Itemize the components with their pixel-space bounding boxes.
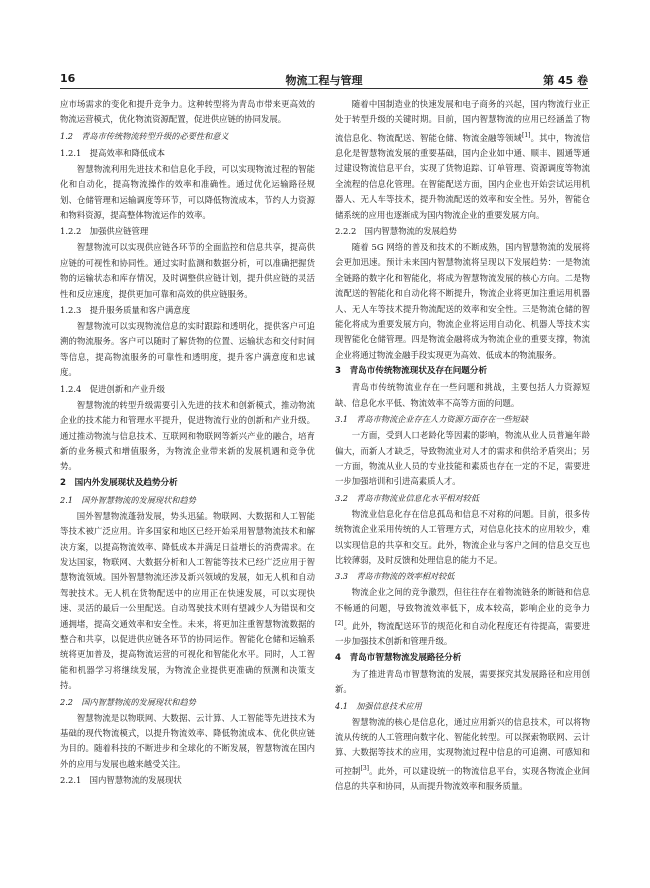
section-heading-3: 3 青岛市传统物流现状及存在问题分析 bbox=[335, 366, 488, 377]
paragraph-2-2-1-text-b: 。其中，物流信息化是智慧物流发展的重要基础，国内企业如中通、顺丰、圆通等通过建设物流信息平台，实现了货物追踪、订单管理、资源调度等物流全流程的信息化管理。在智能配送方面，国内企业也开始尝试运用机器人、无人车等技术，提升物流配送的效率和安全性。另外，智能仓储系统的应用也逐渐成为国内物流企业的重要发展方向。 bbox=[335, 132, 590, 220]
section-heading-1-2-1: 1.2.1 提高效率和降低成本 bbox=[60, 147, 166, 158]
section-heading-2-2-1: 2.2.1 国内智慧物流的发展现状 bbox=[60, 775, 182, 786]
citation-2: [2] bbox=[335, 620, 344, 628]
section-heading-3-2: 3.2 青岛市物流业信息化水平相对较低 bbox=[335, 492, 480, 503]
paragraph-1-2-2: 智慧物流可以实现供应链各环节的全面监控和信息共享，提高供应链的可视性和协同性。通过实时监测和数据分析，可以准确把握货物的运输状态和库存情况，及时调整供应链计划，提升供应链的灵活性和反应速度，提供更加可靠和高效的供应链服务。 bbox=[60, 242, 315, 299]
paragraph-2-2: 智慧物流是以物联网、大数据、云计算、人工智能等先进技术为基础的现代物流模式，以提升物流效率、降低物流成本、优化供应链为目的。随着科技的不断进步和全球化的不断发展，智慧物流在国内外的应用与发展也越来越受关注。 bbox=[60, 712, 315, 769]
section-heading-3-1: 3.1 青岛市物流企业存在人力资源方面存在一些短缺 bbox=[335, 414, 529, 425]
section-heading-2: 2 国内外发展现状及趋势分析 bbox=[60, 477, 178, 488]
section-heading-1-2-3: 1.2.3 提升服务质量和客户满意度 bbox=[60, 305, 191, 316]
volume-label: 第 45 卷 bbox=[543, 74, 588, 87]
paragraph-1-2-1: 智慧物流利用先进技术和信息化手段，可以实现物流过程的智能化和自动化，提高物流操作的效率和准确性。通过优化运输路径规划、仓储管理和运输调度等环节，可以降低物流成本，节约人力资源和物料资源，提高整体物流运作的效率。 bbox=[60, 163, 315, 221]
paragraph-4-1 bbox=[335, 715, 590, 795]
paragraph-4-1-text-b: 。此外，可以建设统一的物流信息平台，实现各物流企业间信息的共享和协同，从而提升物流效率和服务质量。 bbox=[335, 765, 590, 792]
page-number: 16 bbox=[60, 72, 76, 85]
journal-title: 物流工程与管理 bbox=[285, 74, 363, 87]
paragraph-3-2: 物流业信息化存在信息孤岛和信息不对称的问题。目前，很多传统物流企业采用传统的人工管理方式，对信息化技术的应用较少，难以实现信息的共享和交互。此外，物流企业与客户之间的信息交互也比较薄弱，及时反馈和处理信息的能力不足。 bbox=[335, 508, 590, 565]
paragraph-3-3 bbox=[335, 585, 590, 649]
paragraph-4: 为了推进青岛市智慧物流的发展，需要探究其发展路径和应用创新。 bbox=[335, 668, 590, 695]
paragraph-3: 青岛市传统物流业存在一些问题和挑战，主要包括人力资源短缺、信息化水平低、物流效率不高等方面的问题。 bbox=[335, 382, 590, 408]
left-column bbox=[60, 97, 315, 789]
section-heading-4-1: 4.1 加强信息技术应用 bbox=[335, 700, 422, 711]
paragraph-2-2-1 bbox=[335, 97, 590, 223]
paragraph-2-1: 国外智慧物流蓬勃发展，势头迅猛。物联网、大数据和人工智能等技术被广泛应用。许多国家和地区已经开始采用智慧物流技术和解决方案，以提高物流效率、降低成本并满足日益增长的消费需求。在发达国家，物联网、大数据分析和人工智能等技术已经广泛应用于智慧物流领域。国外智慧物流还涉及新兴领域的发展，如无人机和自动驾驶技术。无人机在货物配送中的应用正在快速发展，可以实现快速、灵活的最后一公里配送。自动驾驶技术则有望减少人为错误和交通拥堵，提高交通效率和安全性。未来，将更加注重智慧物流数据的整合和共享，以促进供应链各环节的协同运作。智能化仓储和运输系统将更加普及，提高物流运营的可视化和智能化水平。同时，人工智能和机器学习将继续发展，为物流企业提供更准确的预测和决策支持。 bbox=[60, 510, 315, 691]
citation-1: [1] bbox=[522, 131, 531, 139]
section-heading-4: 4 青岛市智慧物流发展路径分析 bbox=[335, 652, 462, 663]
right-column bbox=[335, 97, 590, 794]
section-heading-1-2: 1.2 青岛市传统物流转型升级的必要性和意义 bbox=[60, 130, 229, 141]
section-heading-2-2-2: 2.2.2 国内智慧物流的发展趋势 bbox=[335, 226, 457, 237]
paragraph-1-2-4: 智慧物流的转型升级需要引入先进的技术和创新模式，推动物流企业的技术能力和管理水平提升，促进物流行业的创新和产业升级。通过推动物流与信息技术、互联网和物联网等新兴产业的融合，培育新的业务模式和增值服务，为物流企业带来新的发展机遇和竞争优势。 bbox=[60, 399, 315, 472]
section-heading-1-2-4: 1.2.4 促进创新和产业升级 bbox=[60, 383, 166, 394]
paragraph-2-2-1-text-a: 随着中国制造业的快速发展和电子商务的兴起，国内物流行业正处于转型升级的关键时期。目前，国内智慧物流的应用已经涵盖了物流信息化、物流配送、智能仓储、物流金融等领域 bbox=[335, 99, 590, 143]
section-heading-3-3: 3.3 青岛市物流的效率相对较低 bbox=[335, 571, 455, 582]
section-heading-2-1: 2.1 国外智慧物流的发展现状和趋势 bbox=[60, 494, 196, 505]
paragraph-1-2-3: 智慧物流可以实现物流信息的实时跟踪和透明化，提供客户可追溯的物流服务。客户可以随时了解货物的位置、运输状态和交付时间等信息，提高物流服务的可靠性和透明度，提升客户满意度和忠诚度。 bbox=[60, 321, 315, 378]
citation-3: [3] bbox=[360, 764, 369, 772]
paragraph-2-2-2: 随着 5G 网络的普及和技术的不断成熟，国内智慧物流的发展将会更加迅速。预计未来国内智慧物流将呈现以下发展趋势：一是物流全链路的数字化和智能化，将成为智慧物流发展的核心方向。二是物流配送的智能化和自动化将不断提升，物流企业将更加注重运用机器人、无人车等技术提升物流配送的效率和安全性。三是物流仓储的智能化将成为重要发展方向，物流企业将运用自动化、机器人等技术实现智能化仓储管理。四是物流金融将成为物流企业的重要支撑，物流企业将通过物流金融手段实现更为高效、低成本的物流服务。 bbox=[335, 242, 590, 360]
page-header bbox=[60, 68, 588, 88]
paragraph-3-3-text-a: 物流企业之间的竞争激烈，但往往存在着物流链条的断链和信息不畅通的问题，导致物流效率低下，成本较高，影响企业的竞争力 bbox=[335, 587, 590, 613]
section-heading-2-2: 2.2 国内智慧物流的发展现状和趋势 bbox=[60, 696, 196, 707]
section-heading-1-2-2: 1.2.2 加强供应链管理 bbox=[60, 226, 149, 237]
intro-paragraph: 应市场需求的变化和提升竞争力。这种转型将为青岛市带来更高效的物流运营模式，优化物流资源配置，促进供应链的协同发展。 bbox=[60, 99, 315, 125]
paragraph-4-1-text-a: 智慧物流的核心是信息化，通过应用新兴的信息技术，可以将物流从传统的人工管理向数字化、智能化转型。可以探索物联网、云计算、大数据等技术的应用，实现物流过程中信息的可追溯、可感知和可控制 bbox=[335, 716, 590, 776]
paragraph-3-3-text-b: 。此外，物流配送环节的规范化和自动化程度还有待提高，需要进一步加强技术创新和管理升级。 bbox=[335, 620, 590, 647]
header-rule bbox=[60, 88, 588, 89]
paragraph-3-1: 一方面，受到人口老龄化等因素的影响，物流从业人员普遍年龄偏大，而新人才缺乏，导致物流业对人才的需求和供给矛盾突出；另一方面，物流从业人员的专业技能和素质也存在一定的不足，需要进一步加强培训和引进高素质人才。 bbox=[335, 430, 590, 487]
